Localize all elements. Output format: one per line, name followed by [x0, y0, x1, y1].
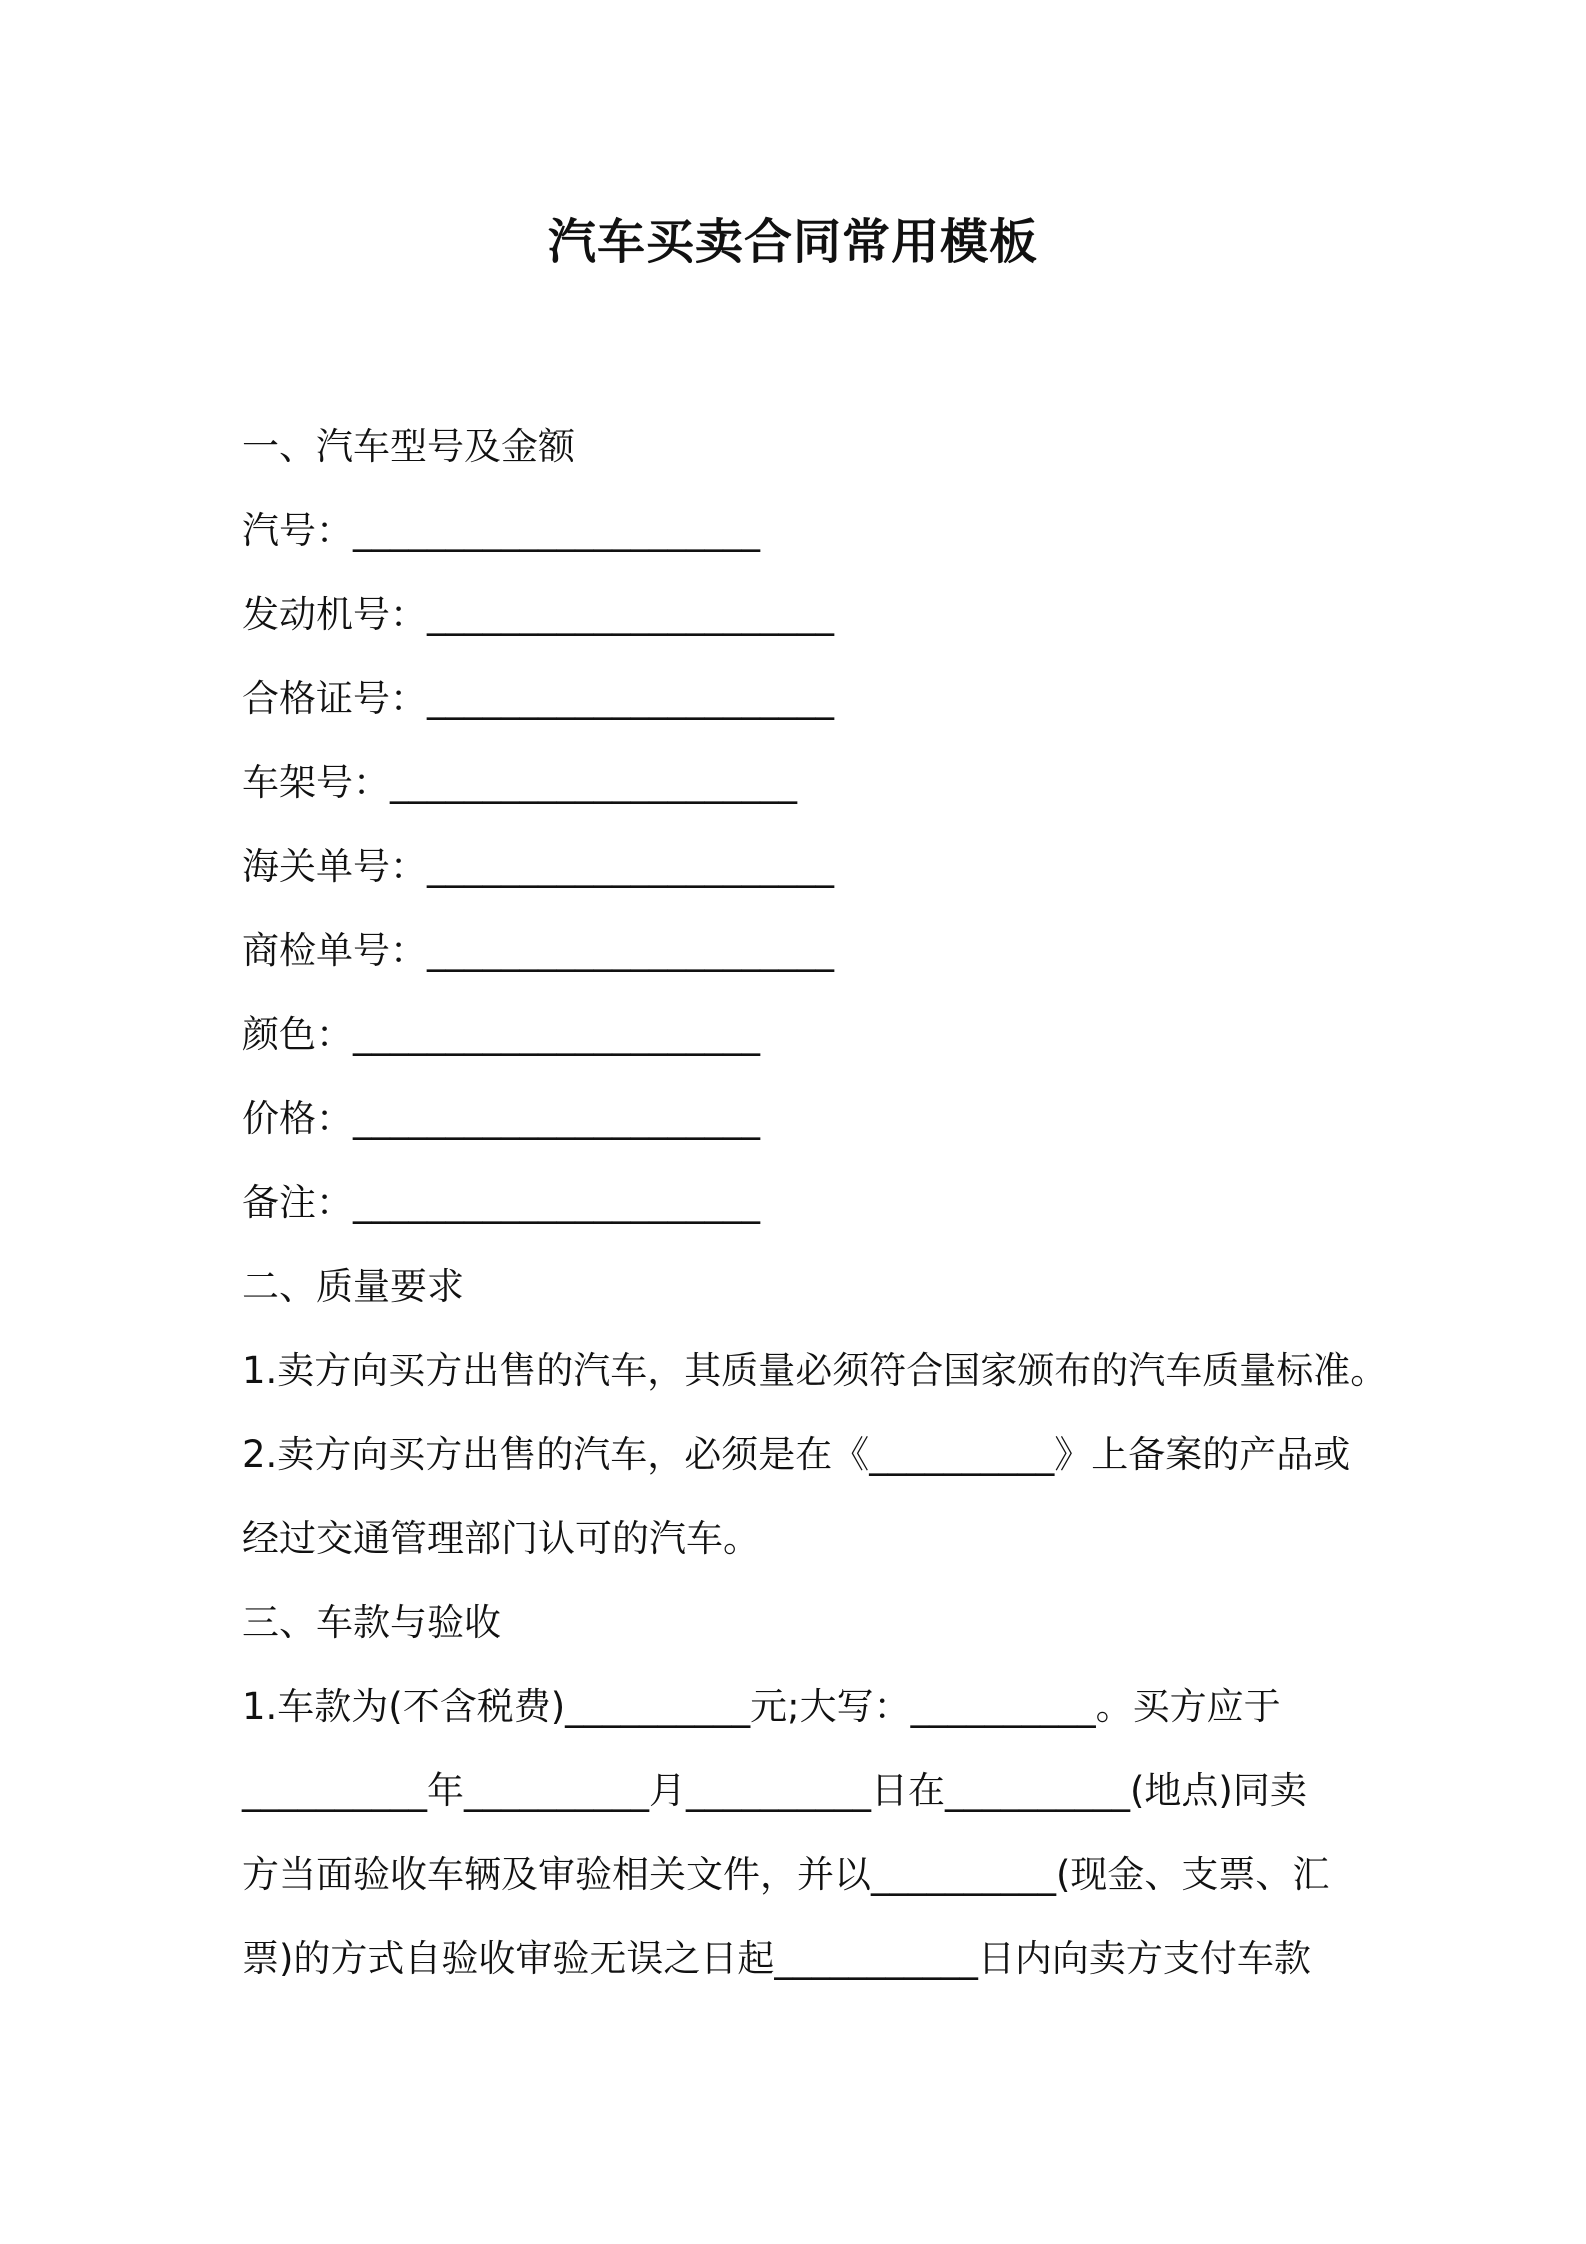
quality-item-1: 1.卖方向买方出售的汽车，其质量必须符合国家颁布的汽车质量标准。 — [242, 1349, 1388, 1392]
section-2-heading: 二、质量要求 — [242, 1265, 464, 1308]
fill-blank: ______________________ — [353, 509, 760, 552]
field-label: 商检单号： — [242, 929, 427, 972]
fill-blank: ______________________ — [353, 1097, 760, 1140]
field-engine-number — [242, 573, 1372, 657]
section-3-heading: 三、车款与验收 — [242, 1601, 501, 1644]
field-remarks — [242, 1161, 1372, 1245]
field-label: 合格证号： — [242, 677, 427, 720]
fill-blank: ______________________ — [353, 1013, 760, 1056]
quality-item-2-line-2: 经过交通管理部门认可的汽车。 — [242, 1517, 760, 1560]
field-label: 备注： — [242, 1181, 353, 1224]
field-color — [242, 993, 1372, 1077]
field-label: 价格： — [242, 1097, 353, 1140]
field-certificate-number — [242, 657, 1372, 741]
quality-item-2-line-1: 2.卖方向买方出售的汽车，必须是在《__________》上备案的产品或 — [242, 1433, 1351, 1476]
document-title: 汽车买卖合同常用模板 — [547, 214, 1038, 270]
payment-item-1-line-3: 方当面验收车辆及审验相关文件，并以__________(现金、支票、汇 — [242, 1853, 1330, 1896]
fill-blank: ______________________ — [427, 929, 834, 972]
field-label: 颜色： — [242, 1013, 353, 1056]
payment-item-1-line-1: 1.车款为(不含税费)__________元;大写：__________。买方应于 — [242, 1685, 1281, 1728]
fill-blank: ______________________ — [427, 593, 834, 636]
field-label: 海关单号： — [242, 845, 427, 888]
field-frame-number — [242, 741, 1372, 825]
field-inspection-number — [242, 909, 1372, 993]
field-vehicle-number — [242, 489, 1372, 573]
field-customs-number — [242, 825, 1372, 909]
document-body — [242, 405, 1388, 2001]
fill-blank: ______________________ — [390, 761, 797, 804]
field-label: 汽号： — [242, 509, 353, 552]
fill-blank: ______________________ — [427, 677, 834, 720]
fill-blank: ______________________ — [427, 845, 834, 888]
field-label: 发动机号： — [242, 593, 427, 636]
section-1-heading: 一、汽车型号及金额 — [242, 425, 575, 468]
payment-item-1-line-2: __________年__________月__________日在__________(地点)同卖 — [242, 1769, 1307, 1812]
fill-blank: ______________________ — [353, 1181, 760, 1224]
field-label: 车架号： — [242, 761, 390, 804]
field-price — [242, 1077, 1372, 1161]
payment-item-1-line-4: 票)的方式自验收审验无误之日起___________日内向卖方支付车款 — [242, 1937, 1311, 1980]
